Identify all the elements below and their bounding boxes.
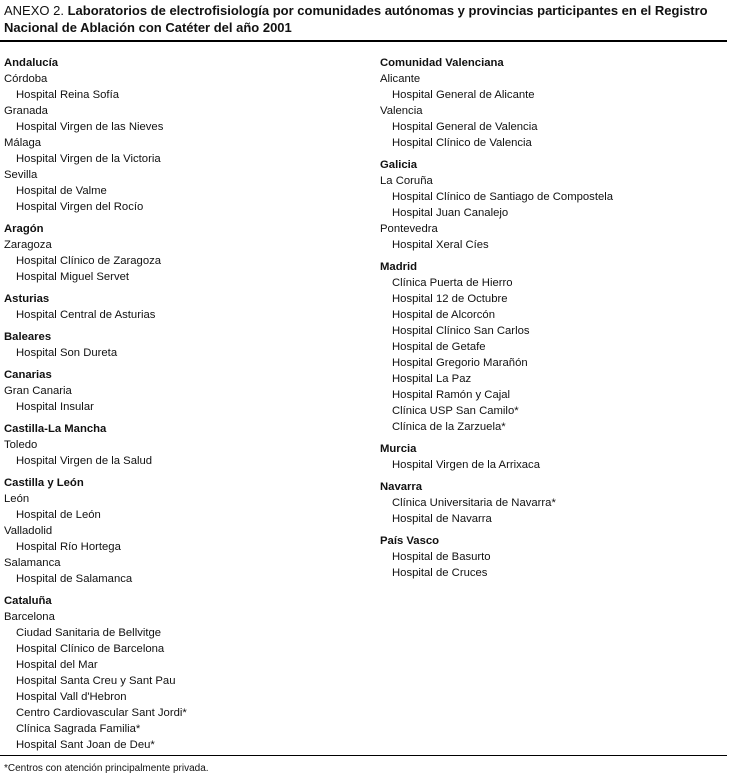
hospital-name: Hospital Santa Creu y Sant Pau <box>16 675 176 687</box>
region-name: Castilla y León <box>4 477 84 489</box>
region-name: Comunidad Valenciana <box>380 57 504 69</box>
hospital-name: Hospital Miguel Servet <box>16 271 130 283</box>
province-name: Sevilla <box>4 169 38 181</box>
region-name: Murcia <box>380 443 417 455</box>
hospital-name: Hospital Clínico de Santiago de Compostela <box>392 191 614 203</box>
region-name: Cataluña <box>4 595 52 607</box>
hospital-name: Hospital Virgen de la Arrixaca <box>392 459 540 471</box>
hospital-name: Hospital de Basurto <box>392 551 491 563</box>
region-name: Asturias <box>4 293 50 305</box>
region-block <box>380 533 725 581</box>
hospital-name: Hospital del Mar <box>16 659 98 671</box>
province-name: Zaragoza <box>4 239 52 251</box>
hospital-name: Hospital Clínico de Valencia <box>392 137 532 149</box>
hospital-name: Hospital Reina Sofía <box>16 89 119 101</box>
region-block <box>4 367 364 415</box>
region-block <box>4 291 364 323</box>
region-block <box>4 475 364 587</box>
region-block <box>4 421 364 469</box>
region-name: Navarra <box>380 481 423 493</box>
province-name: Alicante <box>380 73 421 85</box>
region-block <box>380 55 725 151</box>
hospital-name: Hospital Vall d'Hebron <box>16 691 127 703</box>
region-block <box>4 593 364 753</box>
region-name: Madrid <box>380 261 418 273</box>
hospital-name: Clínica de la Zarzuela* <box>392 421 506 433</box>
hospital-name: Hospital de León <box>16 509 101 521</box>
region-name: País Vasco <box>380 535 440 547</box>
hospital-name: Hospital La Paz <box>392 373 472 385</box>
province-name: Córdoba <box>4 73 48 85</box>
region-block <box>380 157 725 253</box>
hospital-name: Hospital Juan Canalejo <box>392 207 509 219</box>
hospital-name: Hospital Río Hortega <box>16 541 121 553</box>
hospital-name: Hospital de Alcorcón <box>392 309 495 321</box>
hospital-name: Hospital Gregorio Marañón <box>392 357 528 369</box>
hospital-name: Hospital 12 de Octubre <box>392 293 508 305</box>
bottom-rule <box>0 755 727 756</box>
region-name: Galicia <box>380 159 418 171</box>
region-block <box>380 479 725 527</box>
hospital-name: Ciudad Sanitaria de Bellvitge <box>16 627 162 639</box>
province-name: Valencia <box>380 105 423 117</box>
province-name: La Coruña <box>380 175 433 187</box>
region-name: Baleares <box>4 331 52 343</box>
hospital-name: Hospital Sant Joan de Deu* <box>16 739 155 751</box>
province-name: Pontevedra <box>380 223 438 235</box>
province-name: Granada <box>4 105 48 117</box>
hospital-name: Hospital de Navarra <box>392 513 492 525</box>
region-name: Castilla-La Mancha <box>4 423 107 435</box>
hospital-name: Hospital Virgen de la Victoria <box>16 153 161 165</box>
hospital-name: Clínica USP San Camilo* <box>392 405 519 417</box>
hospital-name: Clínica Puerta de Hierro <box>392 277 513 289</box>
province-name: Barcelona <box>4 611 55 623</box>
hospital-name: Clínica Sagrada Familia* <box>16 723 141 735</box>
left-column <box>4 55 364 753</box>
province-name: León <box>4 493 30 505</box>
hospital-name: Hospital Xeral Cíes <box>392 239 489 251</box>
region-block <box>380 259 725 435</box>
title-text: Laboratorios de electrofisiología por comunidades autónomas y provincias participantes en el Registro Nacional de Ablación con Catéter del año 2001 <box>4 3 708 35</box>
hospital-name: Hospital de Salamanca <box>16 573 133 585</box>
hospital-name: Hospital General de Alicante <box>392 89 535 101</box>
province-name: Salamanca <box>4 557 61 569</box>
region-name: Andalucía <box>4 57 58 69</box>
hospital-name: Hospital de Valme <box>16 185 107 197</box>
hospital-name: Centro Cardiovascular Sant Jordi* <box>16 707 187 719</box>
province-name: Valladolid <box>4 525 53 537</box>
province-name: Málaga <box>4 137 42 149</box>
right-column <box>380 55 725 581</box>
hospital-name: Hospital Virgen del Rocío <box>16 201 144 213</box>
hospital-name: Hospital Son Dureta <box>16 347 118 359</box>
hospital-name: Hospital Virgen de las Nieves <box>16 121 164 133</box>
region-block <box>4 329 364 361</box>
hospital-name: Hospital de Getafe <box>392 341 486 353</box>
hospital-name: Hospital Ramón y Cajal <box>392 389 511 401</box>
hospital-name: Hospital Clínico San Carlos <box>392 325 530 337</box>
region-block <box>4 221 364 285</box>
hospital-name: Hospital Insular <box>16 401 94 413</box>
region-block <box>4 55 364 215</box>
document-title <box>4 2 724 36</box>
hospital-name: Hospital Central de Asturias <box>16 309 156 321</box>
hospital-name: Clínica Universitaria de Navarra* <box>392 497 556 509</box>
footnote: *Centros con atención principalmente privada. <box>4 763 209 774</box>
title-annex-label: ANEXO 2. <box>4 3 64 18</box>
region-name: Aragón <box>4 223 44 235</box>
region-name: Canarias <box>4 369 52 381</box>
province-name: Gran Canaria <box>4 385 72 397</box>
hospital-name: Hospital General de Valencia <box>392 121 538 133</box>
hospital-name: Hospital Clínico de Zaragoza <box>16 255 162 267</box>
hospital-name: Hospital Virgen de la Salud <box>16 455 153 467</box>
top-rule <box>0 40 727 42</box>
region-block <box>380 441 725 473</box>
hospital-name: Hospital Clínico de Barcelona <box>16 643 165 655</box>
province-name: Toledo <box>4 439 38 451</box>
hospital-name: Hospital de Cruces <box>392 567 488 579</box>
